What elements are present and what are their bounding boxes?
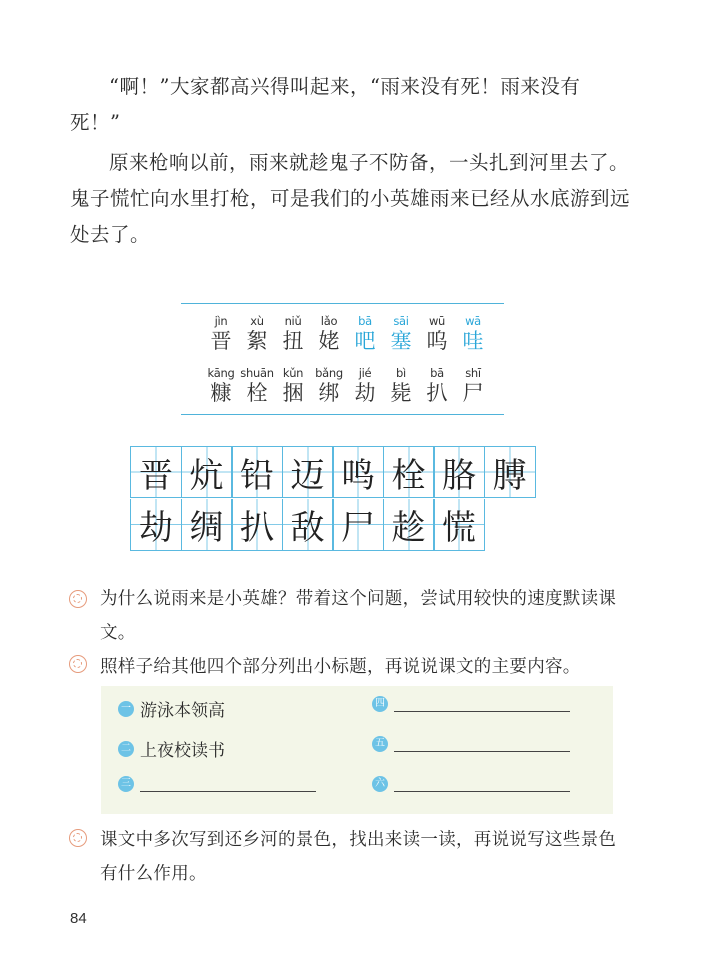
writing-grid-cell: 膊 — [484, 446, 536, 498]
hanzi-character: 晋 — [210, 329, 232, 353]
answer-blank-line[interactable] — [394, 710, 570, 712]
question-2: 照样子给其他四个部分列出小标题，再说说课文的主要内容。 — [100, 657, 581, 677]
question-bullet-icon — [69, 655, 87, 673]
page-number: 84 — [70, 910, 87, 927]
vocabulary-item — [275, 366, 311, 406]
question-bullet-icon — [69, 829, 87, 847]
subtitle-answer-box — [101, 686, 613, 814]
writing-grid-cell: 扒 — [231, 499, 283, 551]
writing-grid-cell: 晋 — [130, 446, 182, 498]
answer-blank-line[interactable] — [140, 790, 316, 792]
pinyin: bǎng — [315, 366, 343, 380]
vocabulary-item — [239, 366, 275, 406]
vocabulary-item — [455, 314, 491, 354]
hanzi-character: 吧 — [354, 329, 376, 353]
vocabulary-item — [419, 314, 455, 354]
writing-grid-cell: 炕 — [181, 446, 233, 498]
vocabulary-box — [181, 303, 504, 415]
vocabulary-item — [347, 314, 383, 354]
vocabulary-item — [203, 366, 239, 406]
hanzi-character: 姥 — [318, 329, 340, 353]
hanzi-character: 捆 — [282, 381, 304, 405]
vocabulary-row-1 — [203, 314, 491, 354]
pinyin: kāng — [207, 366, 235, 380]
hanzi-character: 绑 — [318, 381, 340, 405]
vocabulary-item — [419, 366, 455, 406]
answer-item-2 — [118, 736, 225, 761]
writing-grid-cell: 尸 — [332, 499, 384, 551]
pinyin: wū — [428, 314, 446, 328]
answer-item-4 — [372, 696, 570, 712]
pinyin: lǎo — [320, 314, 338, 328]
number-badge: 六 — [372, 776, 388, 792]
vocabulary-item — [311, 366, 347, 406]
pinyin: xù — [250, 314, 264, 328]
vocabulary-item — [203, 314, 239, 354]
writing-grid-cell: 栓 — [383, 446, 435, 498]
answer-text: 上夜校读书 — [140, 741, 225, 761]
answer-item-6 — [372, 776, 570, 792]
hanzi-character: 糠 — [210, 381, 232, 405]
writing-grid-cell: 敌 — [282, 499, 334, 551]
pinyin: shī — [465, 366, 481, 380]
story-paragraph-1: “啊！”大家都高兴得叫起来，“雨来没有死！雨来没有死！” — [70, 75, 581, 134]
pinyin: wā — [465, 314, 481, 328]
vocabulary-item — [347, 366, 383, 406]
hanzi-character: 哇 — [462, 329, 484, 353]
vocabulary-item — [275, 314, 311, 354]
hanzi-character: 塞 — [390, 329, 412, 353]
writing-grid-cell: 劫 — [130, 499, 182, 551]
hanzi-character: 扒 — [426, 381, 448, 405]
number-badge: 四 — [372, 696, 388, 712]
pinyin: jié — [358, 366, 372, 380]
writing-grid-row-1 — [130, 446, 534, 498]
hanzi-character: 劫 — [354, 381, 376, 405]
pinyin: bì — [396, 366, 406, 380]
pinyin: bā — [430, 366, 444, 380]
answer-item-3 — [118, 776, 316, 792]
hanzi-character: 毙 — [390, 381, 412, 405]
answer-item-1 — [118, 696, 225, 721]
writing-grid-cell: 趁 — [383, 499, 435, 551]
vocabulary-item — [239, 314, 275, 354]
vocabulary-item — [311, 314, 347, 354]
writing-grid-cell: 慌 — [433, 499, 485, 551]
writing-grid-cell: 铅 — [231, 446, 283, 498]
pinyin: sāi — [393, 314, 409, 328]
number-badge: 三 — [118, 776, 134, 792]
writing-grid-row-2 — [130, 499, 484, 551]
answer-blank-line[interactable] — [394, 750, 570, 752]
writing-grid-cell: 胳 — [433, 446, 485, 498]
hanzi-character: 絮 — [246, 329, 268, 353]
pinyin: shuān — [240, 366, 274, 380]
hanzi-character: 栓 — [246, 381, 268, 405]
answer-text: 游泳本领高 — [140, 701, 225, 721]
answer-blank-line[interactable] — [394, 790, 570, 792]
hanzi-character: 扭 — [282, 329, 304, 353]
writing-grid-cell: 鸣 — [332, 446, 384, 498]
number-badge: 五 — [372, 736, 388, 752]
pinyin: bā — [358, 314, 372, 328]
vocabulary-item — [455, 366, 491, 406]
question-bullet-icon — [69, 590, 87, 608]
number-badge: 一 — [118, 701, 134, 717]
story-paragraph-2: 原来枪响以前，雨来就趁鬼子不防备，一头扎到河里去了。鬼子慌忙向水里打枪，可是我们的小英雄雨来已经从水底游到远处去了。 — [70, 151, 631, 246]
vocabulary-item — [383, 366, 419, 406]
pinyin: jìn — [214, 314, 228, 328]
hanzi-character: 尸 — [462, 381, 484, 405]
vocabulary-item — [383, 314, 419, 354]
question-3: 课文中多次写到还乡河的景色，找出来读一读，再说说写这些景色有什么作用。 — [100, 830, 617, 884]
writing-grid-cell: 绸 — [181, 499, 233, 551]
hanzi-character: 呜 — [426, 329, 448, 353]
vocabulary-row-2 — [203, 366, 491, 406]
pinyin: kǔn — [282, 366, 304, 380]
question-1: 为什么说雨来是小英雄？带着这个问题，尝试用较快的速度默读课文。 — [100, 589, 617, 643]
number-badge: 二 — [118, 741, 134, 757]
pinyin: niǔ — [284, 314, 302, 328]
writing-grid-cell: 迈 — [282, 446, 334, 498]
answer-item-5 — [372, 736, 570, 752]
